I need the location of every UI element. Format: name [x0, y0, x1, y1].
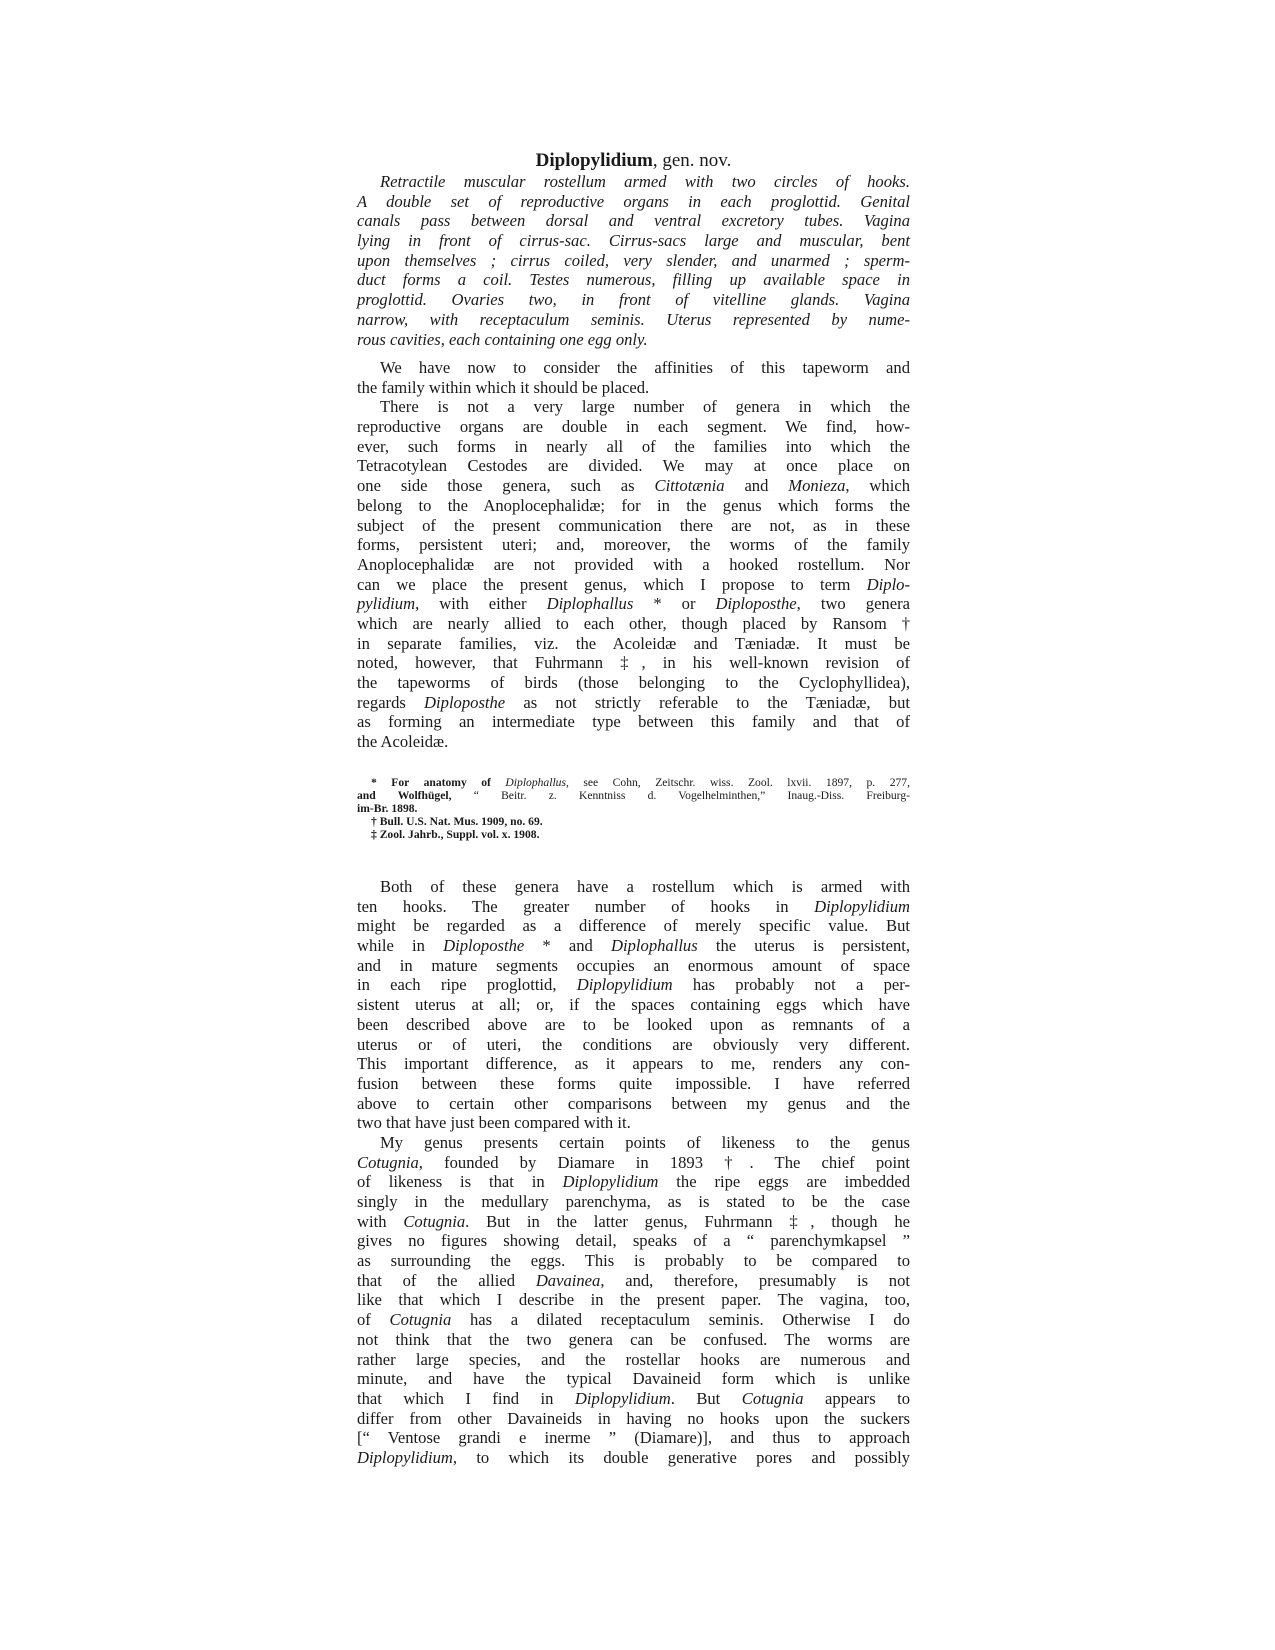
text-span: forms, persistent uteri; and, moreover, the worms of the family	[357, 535, 910, 555]
text-line	[357, 437, 910, 457]
text-line	[357, 555, 910, 575]
italic-term: Diploposthe	[443, 936, 525, 956]
text-span: noted, however, that Fuhrmann ‡, in his well-known revision of	[357, 653, 910, 673]
text-span: Tetracotylean Cestodes are divided. We may at once place on	[357, 456, 910, 476]
text-line	[357, 358, 910, 378]
text-span: Both of these genera have a rostellum which is armed with	[380, 877, 910, 896]
text-line	[357, 1153, 910, 1173]
text-line	[357, 956, 910, 976]
text-line	[357, 1389, 910, 1409]
text-span: regards	[357, 692, 425, 712]
text-line	[357, 378, 910, 398]
text-line	[357, 211, 910, 231]
text-span: the ripe eggs are imbedded	[658, 1172, 910, 1192]
text-line	[357, 456, 910, 476]
paragraph	[357, 877, 910, 1133]
text-span: belong to the Anoplocephalidæ; for in the genus which forms the	[357, 495, 910, 515]
italic-term: Diplo-	[866, 574, 910, 594]
text-line	[357, 251, 910, 271]
text-line	[357, 877, 910, 897]
italic-term: Cotugnia	[389, 1310, 452, 1330]
text-line	[357, 1094, 910, 1114]
text-span: as surrounding the eggs. This is probably to be compared to	[357, 1251, 910, 1271]
italic-term: Diplophallus	[611, 936, 698, 956]
text-span: We have now to consider the affinities of this tapeworm and	[380, 358, 910, 377]
text-span: sistent uterus at all; or, if the spaces containing eggs which have	[357, 995, 910, 1015]
text-span: narrow, with receptaculum seminis. Uterus represented by nume-	[357, 309, 910, 329]
text-line	[357, 1330, 910, 1350]
italic-term: Cotugnia	[357, 1152, 419, 1172]
text-line	[357, 535, 910, 555]
text-line	[357, 1448, 910, 1468]
italic-term: Diplopylidium	[562, 1172, 659, 1192]
text-span: * or	[633, 594, 716, 614]
text-span: appears to	[803, 1388, 911, 1408]
text-span: not think that the two genera can be confused. The worms are	[357, 1329, 910, 1349]
text-line	[357, 916, 910, 936]
text-span: and in mature segments occupies an enormous amount of space	[357, 955, 910, 975]
text-span: which are nearly allied to each other, though placed by Ransom †	[357, 613, 910, 633]
text-line	[357, 417, 910, 437]
text-line	[357, 1251, 910, 1271]
text-line	[357, 1428, 910, 1448]
text-line	[357, 192, 910, 212]
italic-term: Diploposthe	[715, 594, 797, 614]
text-span: and	[724, 476, 789, 496]
section-heading	[357, 150, 910, 172]
text-span: the Acoleidæ.	[357, 732, 449, 752]
text-line	[357, 1172, 910, 1192]
text-line	[357, 397, 910, 417]
text-span: rous cavities, each containing one egg only.	[357, 329, 648, 349]
text-line	[357, 1369, 910, 1389]
text-span: proglottid. Ovaries two, in front of vitelline glands. Vagina	[357, 290, 910, 310]
text-span: while in	[357, 936, 444, 956]
text-span: , and, therefore, presumably is not	[600, 1270, 911, 1290]
text-line	[357, 1074, 910, 1094]
body-text-comparison	[357, 877, 910, 1468]
text-line	[357, 712, 910, 732]
text-span: one side those genera, such as	[357, 476, 655, 496]
text-span: uterus or of uteri, the conditions are obviously very different.	[357, 1034, 910, 1054]
body-text-affinities	[357, 358, 910, 752]
italic-term: Diplopylidium	[574, 1388, 671, 1408]
text-line	[357, 693, 910, 713]
italic-term: Cittotænia	[654, 476, 725, 496]
text-line	[357, 270, 910, 290]
text-line	[357, 653, 910, 673]
text-span: like that which I describe in the present paper. The vagina, too,	[357, 1290, 910, 1310]
genus-name: Diplopylidium	[535, 150, 653, 171]
text-span: minute, and have the typical Davaineid form which is unlike	[357, 1369, 910, 1389]
text-span: reproductive organs are double in each segment. We find, how-	[357, 417, 910, 437]
text-span: duct forms a coil. Testes numerous, filling up available space in	[357, 270, 910, 290]
text-span: the uterus is persistent,	[697, 936, 911, 956]
text-line	[357, 290, 910, 310]
text-span: the family within which it should be placed.	[357, 377, 650, 397]
text-line	[357, 975, 910, 995]
footnote	[357, 776, 910, 815]
text-line	[357, 575, 910, 595]
italic-term: Diplophallus	[546, 594, 634, 614]
genus-suffix: , gen. nov.	[652, 150, 732, 171]
text-line	[357, 1192, 910, 1212]
text-span: “ Beitr. z. Kenntniss d. Vogelhelminthen,” Inaug.-Diss. Freiburg-	[473, 789, 910, 802]
text-span: My genus presents certain points of likeness to the genus	[380, 1132, 910, 1152]
text-span: . But in the latter genus, Fuhrmann ‡, though he	[465, 1211, 910, 1231]
text-span: . But	[670, 1388, 742, 1408]
text-line	[357, 1113, 910, 1133]
text-span: in separate families, viz. the Acoleidæ and Tæniadæ. It must be	[357, 633, 910, 653]
paragraph	[357, 358, 910, 397]
text-span: A double set of reproductive organs in each proglottid. Genital	[357, 191, 910, 211]
text-line	[357, 815, 910, 828]
italic-term: Diplophallus	[505, 776, 566, 789]
text-span: im-Br. 1898.	[357, 802, 418, 815]
text-span: in each ripe proglottid,	[357, 975, 577, 995]
italic-term: Diplopylidium	[357, 1447, 453, 1467]
text-line	[357, 1212, 910, 1232]
italic-term: Cotugnia	[403, 1211, 466, 1231]
text-span: has probably not a per-	[672, 975, 910, 995]
text-line	[357, 1290, 910, 1310]
text-span: of likeness is that in	[357, 1172, 563, 1192]
text-line	[357, 802, 910, 815]
text-span: as forming an intermediate type between this family and that of	[357, 712, 910, 732]
text-line	[357, 1350, 910, 1370]
text-span: has a dilated receptaculum seminis. Otherwise I do	[451, 1310, 910, 1330]
text-span: that which I find in	[357, 1388, 575, 1408]
italic-term: pylidium	[357, 594, 416, 614]
text-span: ‡ Zool. Jahrb., Suppl. vol. x. 1908.	[371, 828, 540, 841]
text-line	[357, 496, 910, 516]
text-line	[357, 776, 910, 789]
text-span: that of the allied	[357, 1270, 536, 1290]
text-span: rather large species, and the rostellar hooks are numerous and	[357, 1349, 910, 1369]
text-span: † Bull. U.S. Nat. Mus. 1909, no. 69.	[371, 815, 543, 828]
text-span: , two genera	[796, 594, 910, 614]
text-span: Retractile muscular rostellum armed with two circles of hooks.	[380, 172, 910, 191]
paragraph	[357, 397, 910, 751]
text-line	[357, 732, 910, 752]
text-span: * and	[524, 936, 612, 956]
text-span: Anoplocephalidæ are not provided with a hooked rostellum. Nor	[357, 554, 910, 574]
text-line	[357, 1035, 910, 1055]
text-line	[357, 172, 910, 192]
text-line	[357, 1310, 910, 1330]
text-span: of	[357, 1310, 390, 1330]
text-line	[357, 789, 910, 802]
text-line	[357, 1054, 910, 1074]
text-span: the tapeworms of birds (those belonging to the Cyclophyllidea),	[357, 673, 910, 692]
text-span: [“ Ventose grandi e inerme ” (Diamare)], and thus to approach	[357, 1428, 910, 1448]
text-span: with	[357, 1211, 404, 1231]
text-line	[357, 634, 910, 654]
footnote	[357, 828, 910, 841]
text-line	[357, 828, 910, 841]
text-span: two that have just been compared with it.	[357, 1113, 631, 1133]
text-line	[357, 476, 910, 496]
text-line	[357, 1409, 910, 1429]
text-line	[357, 1231, 910, 1251]
text-line	[357, 1015, 910, 1035]
text-line	[357, 673, 910, 693]
genus-diagnosis	[357, 172, 910, 349]
text-span: lying in front of cirrus-sac. Cirrus-sacs large and muscular, bent	[357, 231, 910, 251]
text-span: as not strictly referable to the Tæniadæ, but	[505, 692, 910, 712]
text-span: singly in the medullary parenchyma, as is stated to be the case	[357, 1192, 910, 1211]
text-span: ten hooks. The greater number of hooks in	[357, 896, 815, 916]
italic-term: Cotugnia	[741, 1388, 804, 1408]
text-span: , founded by Diamare in 1893 †. The chief point	[418, 1152, 910, 1172]
italic-term: Diploposthe	[424, 692, 506, 712]
text-span: can we place the present genus, which I propose to term	[357, 574, 867, 594]
text-span: fusion between these forms quite impossible. I have referred	[357, 1073, 910, 1093]
text-span: This important difference, as it appears to me, renders any con-	[357, 1054, 910, 1074]
text-span: * For anatomy of	[371, 776, 506, 789]
italic-term: Davainea	[535, 1270, 601, 1290]
text-line	[357, 231, 910, 251]
italic-term: Diplopylidium	[576, 975, 673, 995]
text-line	[357, 516, 910, 536]
text-span: , see Cohn, Zeitschr. wiss. Zool. lxvii. 1897, p. 277,	[565, 776, 910, 789]
text-line	[357, 897, 910, 917]
text-line	[357, 310, 910, 330]
italic-term: Diplopylidium	[814, 896, 910, 916]
text-span: subject of the present communication there are not, as in these	[357, 515, 910, 535]
text-line	[357, 1271, 910, 1291]
paragraph	[357, 1133, 910, 1468]
text-line	[357, 995, 910, 1015]
text-span: , which	[845, 476, 910, 496]
text-span: differ from other Davaineids in having no hooks upon the suckers	[357, 1408, 910, 1428]
text-span: might be regarded as a difference of merely specific value. But	[357, 916, 910, 936]
text-line	[357, 614, 910, 634]
text-span: gives no figures showing detail, speaks of a “ parenchymkapsel ”	[357, 1231, 910, 1251]
italic-term: Monieza	[788, 476, 846, 496]
text-span: canals pass between dorsal and ventral excretory tubes. Vagina	[357, 211, 910, 231]
text-span: There is not a very large number of genera in which the	[380, 397, 910, 417]
text-span: upon themselves ; cirrus coiled, very slender, and unarmed ; sperm-	[357, 250, 910, 270]
text-span: , with either	[415, 594, 547, 614]
text-span: ever, such forms in nearly all of the families into which the	[357, 436, 910, 456]
text-line	[357, 330, 910, 350]
text-line	[357, 594, 910, 614]
text-span: and Wolfhügel,	[357, 789, 474, 802]
text-span: above to certain other comparisons between my genus and the	[357, 1093, 910, 1113]
text-line	[357, 1133, 910, 1153]
text-span: , to which its double generative pores and possibly	[452, 1447, 910, 1467]
text-span: been described above are to be looked upon as remnants of a	[357, 1014, 910, 1034]
paragraph	[357, 172, 910, 349]
footnote	[357, 815, 910, 828]
text-line	[357, 936, 910, 956]
footnotes	[357, 776, 910, 841]
